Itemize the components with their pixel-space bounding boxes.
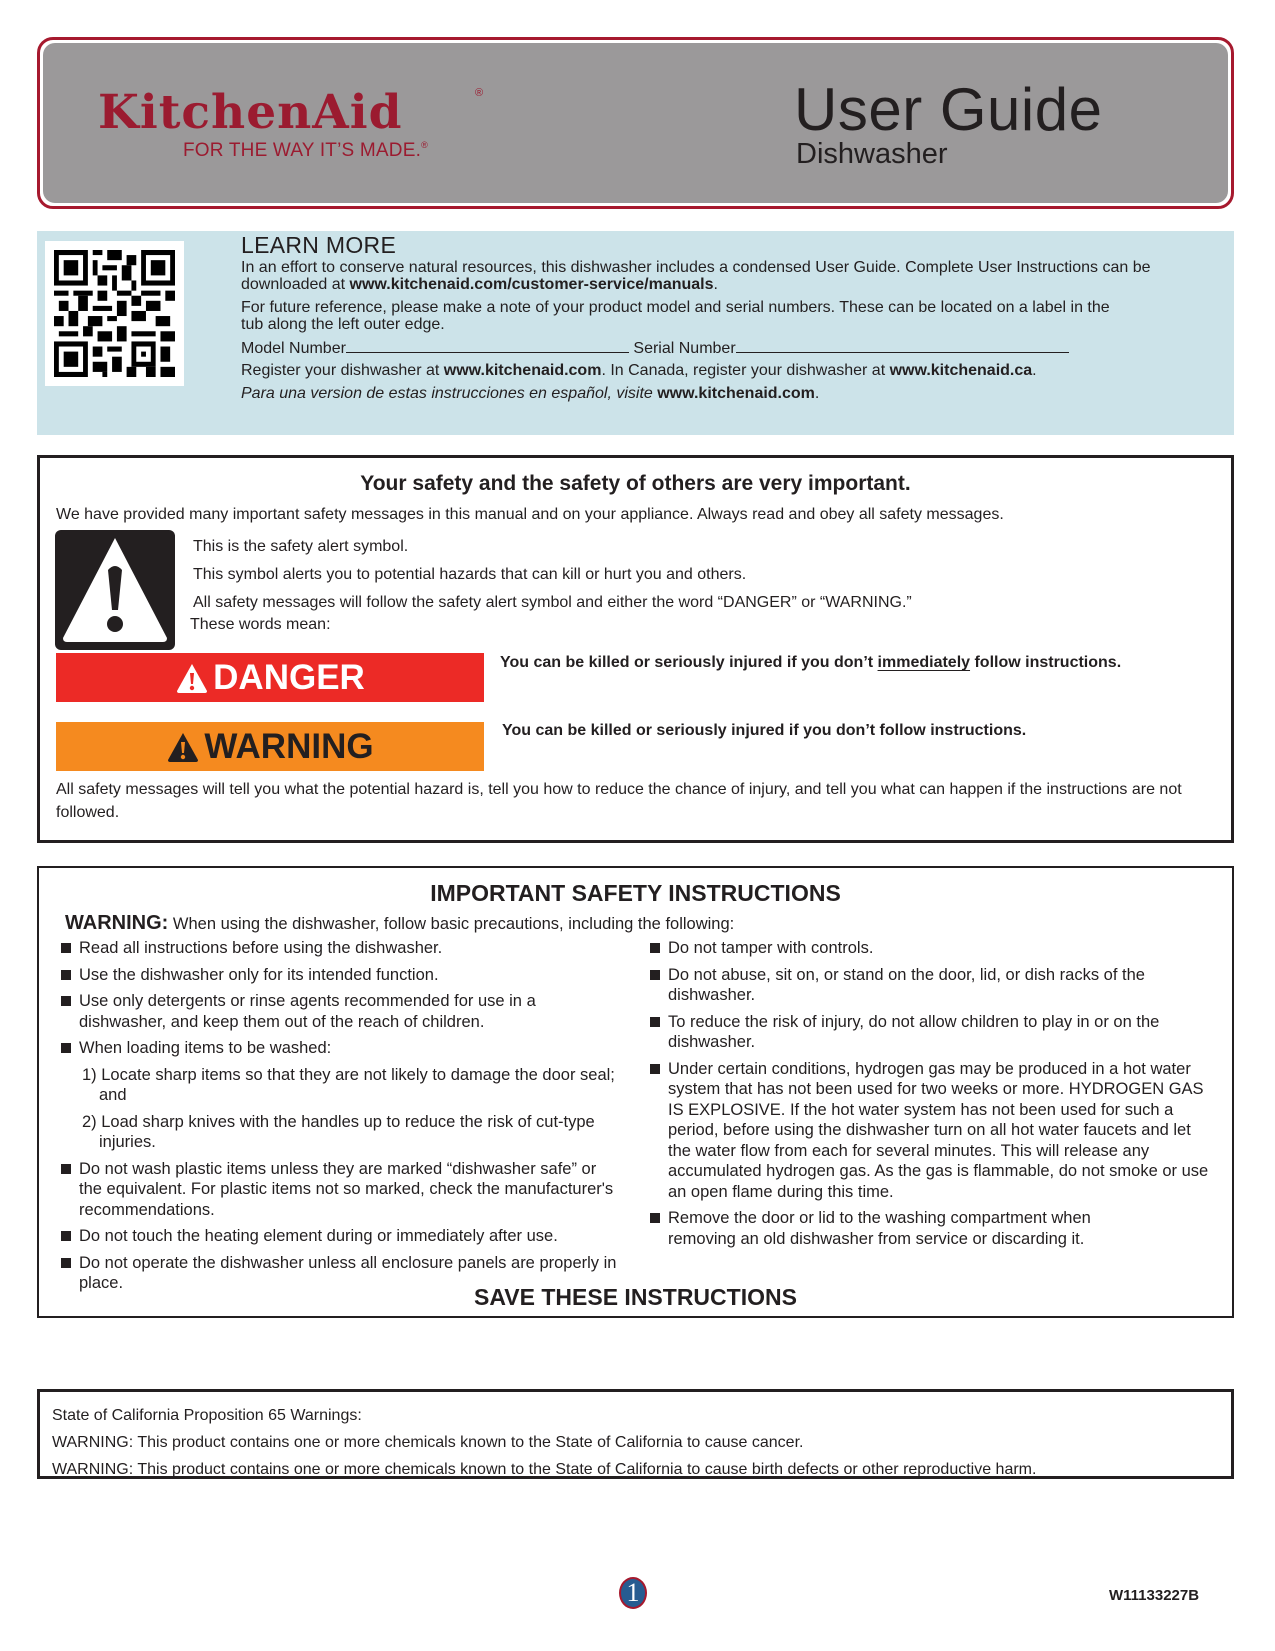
bullet-icon bbox=[650, 943, 660, 953]
spanish-link[interactable]: www.kitchenaid.com bbox=[657, 384, 815, 402]
punctuation: . bbox=[713, 276, 718, 293]
bullet-icon bbox=[650, 1017, 660, 1027]
danger-label: DANGER bbox=[213, 657, 365, 697]
list-item-text: Do not wash plastic items unless they are marked “dishwasher safe” or the equivalent. For plastic items not so marked, check the manufacturer's recommendations. bbox=[79, 1159, 614, 1219]
serial-number-label: Serial Number bbox=[633, 339, 736, 357]
spanish-note bbox=[241, 385, 1221, 403]
list-item-text: Under certain conditions, hydrogen gas may be produced in a hot water system that has not been used for two weeks or more. HYDROGEN GAS IS EXPLOSIVE. If the hot water system has not been used for such a period, before using the dishwasher turn on all hot water faucets and let the water flow from each for several minutes. This will release any accumulated hydrogen gas. As the gas is flammable, do not smoke or use an open flame during this time. bbox=[668, 1059, 1209, 1201]
list-item-text: Do not touch the heating element during or immediately after use. bbox=[79, 1227, 558, 1245]
list-item-text: Use the dishwasher only for its intended function. bbox=[79, 965, 439, 984]
safety-alert-symbol-icon bbox=[55, 530, 175, 650]
safety-intro: We have provided many important safety messages in this manual and on your appliance. Always read and obey all safety messages. bbox=[56, 506, 1004, 523]
symbol-line-2: This symbol alerts you to potential hazards that can kill or hurt you and others. bbox=[193, 566, 747, 583]
list-item-text: Use only detergents or rinse agents recommended for use in a dishwasher, and keep them out of the reach of children. bbox=[79, 992, 536, 1031]
instructions-left-column bbox=[61, 938, 621, 1300]
list-item bbox=[61, 1038, 621, 1059]
prop65-section bbox=[37, 1389, 1234, 1479]
model-serial-fields bbox=[241, 339, 1221, 358]
document-subtitle: Dishwasher bbox=[796, 138, 948, 170]
save-instructions-heading: SAVE THESE INSTRUCTIONS bbox=[474, 1284, 797, 1310]
punctuation: . bbox=[814, 384, 820, 402]
bullet-icon bbox=[61, 1043, 71, 1053]
instructions-right-column bbox=[650, 938, 1210, 1255]
warning-meaning: You can be killed or seriously injured if you don’t follow instructions. bbox=[502, 722, 1027, 739]
tagline-text: FOR THE WAY IT’S MADE. bbox=[183, 140, 422, 161]
list-item-text: Do not tamper with controls. bbox=[668, 939, 874, 957]
list-item bbox=[61, 965, 621, 986]
danger-banner bbox=[56, 653, 484, 702]
list-item-text: Do not operate the dishwasher unless all enclosure panels are properly in place. bbox=[79, 1253, 617, 1292]
list-item-text: Remove the door or lid to the washing compartment when removing an old dishwasher from service or discarding it. bbox=[668, 1209, 1091, 1248]
danger-emphasis: immediately bbox=[877, 654, 971, 671]
warning-banner bbox=[56, 722, 484, 771]
manuals-link[interactable]: www.kitchenaid.com/customer-service/manuals bbox=[349, 276, 714, 293]
list-item-text: Read all instructions before using the dishwasher. bbox=[79, 939, 443, 957]
danger-meaning-end: follow instructions. bbox=[970, 654, 1122, 671]
list-item bbox=[61, 938, 621, 959]
learn-more-content bbox=[241, 232, 1221, 407]
register-link[interactable]: www.kitchenaid.com bbox=[443, 362, 602, 379]
register-canada-link[interactable]: www.kitchenaid.ca bbox=[889, 362, 1033, 379]
instructions-warning bbox=[65, 912, 734, 935]
brand-registered-mark: ® bbox=[475, 87, 484, 99]
list-item-text: To reduce the risk of injury, do not allow children to play in or on the dishwasher. bbox=[668, 1012, 1160, 1051]
qr-code-icon bbox=[54, 250, 175, 377]
symbol-line-4: These words mean: bbox=[190, 616, 331, 633]
register-text: Register your dishwasher at bbox=[241, 362, 444, 379]
register-note bbox=[241, 362, 1221, 380]
model-number-field[interactable] bbox=[346, 339, 629, 353]
numbered-sub-item: 1) Locate sharp items so that they are not likely to damage the door seal; and bbox=[82, 1065, 615, 1104]
register-canada-text: . In Canada, register your dishwasher at bbox=[601, 362, 890, 379]
bullet-icon bbox=[61, 1258, 71, 1268]
safety-section bbox=[37, 455, 1234, 843]
list-item bbox=[650, 1012, 1210, 1053]
header-banner-fill bbox=[43, 43, 1228, 203]
numbered-sub-item: 2) Load sharp knives with the handles up to reduce the risk of cut-type injuries. bbox=[82, 1112, 595, 1151]
serial-number-field[interactable] bbox=[736, 339, 1069, 353]
list-item bbox=[650, 938, 1210, 959]
bullet-icon bbox=[61, 943, 71, 953]
list-item-text: Do not abuse, sit on, or stand on the door, lid, or dish racks of the dishwasher. bbox=[668, 965, 1145, 1004]
prop65-cancer-warning: WARNING: This product contains one or more chemicals known to the State of California to cause cancer. bbox=[52, 1434, 804, 1451]
warning-text: When using the dishwasher, follow basic precautions, including the following: bbox=[168, 915, 735, 933]
serial-note: For future reference, please make a note of your product model and serial numbers. These can be located on a label in the tub along the left outer edge. bbox=[241, 298, 1110, 333]
list-item bbox=[61, 991, 621, 1032]
bullet-icon bbox=[61, 996, 71, 1006]
instructions-title: IMPORTANT SAFETY INSTRUCTIONS bbox=[430, 880, 841, 906]
condensed-guide-note bbox=[241, 259, 1221, 294]
list-item bbox=[650, 1208, 1120, 1249]
danger-meaning bbox=[500, 654, 1121, 672]
warning-alert-icon bbox=[166, 731, 200, 763]
symbol-line-3: All safety messages will follow the safety alert symbol and either the word “DANGER” or “WARNING.” bbox=[193, 594, 912, 611]
page-number: 1 bbox=[619, 1577, 647, 1609]
learn-more-heading: LEARN MORE bbox=[241, 232, 397, 258]
bullet-icon bbox=[650, 970, 660, 980]
bullet-icon bbox=[61, 1164, 71, 1174]
spanish-text: Para una version de estas instrucciones en español, visite bbox=[241, 384, 658, 402]
list-item-text: When loading items to be washed: bbox=[79, 1039, 332, 1057]
safety-title: Your safety and the safety of others are very important. bbox=[360, 472, 911, 495]
model-number-label: Model Number bbox=[241, 339, 346, 357]
danger-alert-icon bbox=[175, 662, 209, 694]
bullet-icon bbox=[61, 1231, 71, 1241]
list-item bbox=[650, 965, 1210, 1006]
bullet-icon bbox=[650, 1213, 660, 1223]
punctuation: . bbox=[1032, 362, 1037, 379]
warning-label: WARNING bbox=[204, 726, 374, 766]
danger-meaning-text: You can be killed or seriously injured if you don’t bbox=[500, 654, 878, 671]
learn-more-section bbox=[37, 231, 1234, 435]
safety-outro: All safety messages will tell you what the potential hazard is, tell you how to reduce the chance of injury, and tell you what can happen if the instructions are not followed. bbox=[56, 781, 1182, 821]
list-item bbox=[61, 1159, 621, 1221]
condensed-guide-text: In an effort to conserve natural resources, this dishwasher includes a condensed User Guide. Complete User Instructions can be downloaded at bbox=[241, 258, 1151, 293]
warning-prefix: WARNING: bbox=[65, 912, 169, 934]
bullet-icon bbox=[650, 1064, 660, 1074]
qr-code[interactable] bbox=[45, 241, 184, 386]
important-safety-instructions bbox=[37, 866, 1234, 1318]
list-item bbox=[650, 1059, 1210, 1203]
symbol-line-1: This is the safety alert symbol. bbox=[193, 538, 409, 555]
brand-tagline bbox=[183, 140, 428, 162]
document-title: User Guide bbox=[794, 76, 1103, 143]
header-banner bbox=[37, 37, 1234, 209]
tagline-registered-mark: ® bbox=[421, 140, 428, 150]
brand-logo: KitchenAid bbox=[98, 85, 403, 140]
list-item bbox=[61, 1226, 621, 1247]
prop65-heading: State of California Proposition 65 Warnings: bbox=[52, 1407, 362, 1424]
document-code: W11133227B bbox=[1109, 1587, 1200, 1604]
prop65-reproductive-warning: WARNING: This product contains one or more chemicals known to the State of California to cause birth defects or other reproductive harm. bbox=[52, 1461, 1037, 1478]
bullet-icon bbox=[61, 970, 71, 980]
